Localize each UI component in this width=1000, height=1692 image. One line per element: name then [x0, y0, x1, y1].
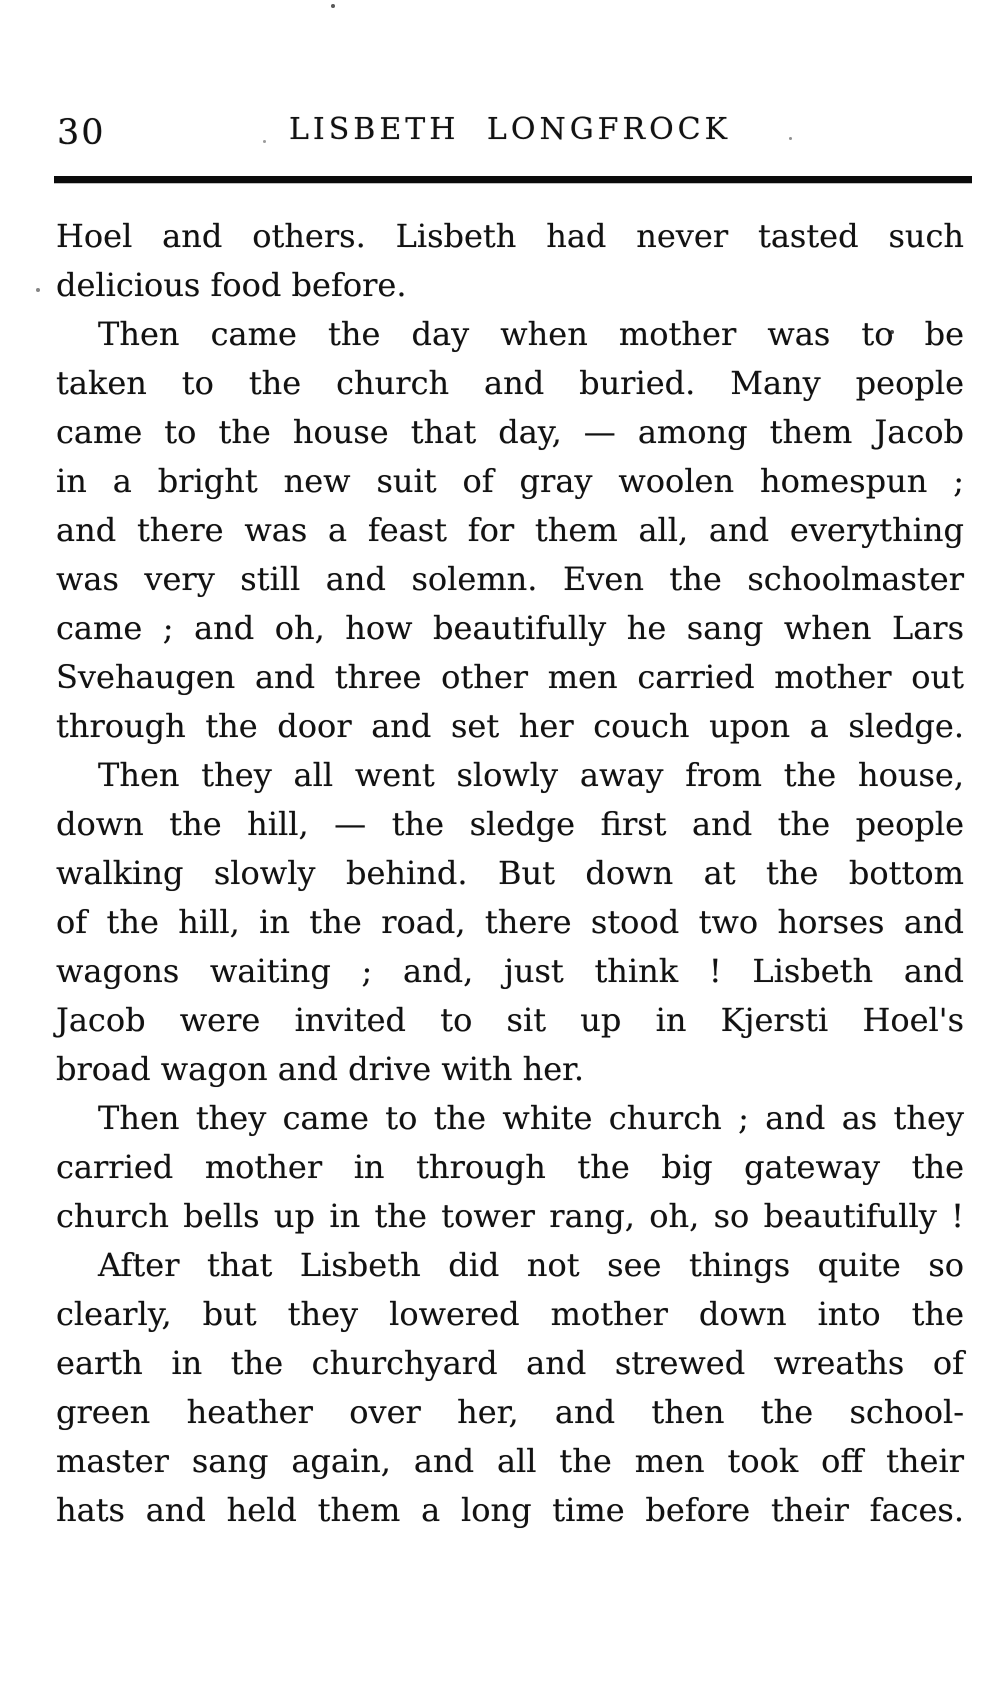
- paragraph: [56, 751, 964, 1094]
- text-line: church bells up in the tower rang, oh, so beautifully !: [56, 1197, 964, 1235]
- text-line: delicious food before.: [56, 266, 407, 304]
- text-line: hats and held them a long time before their faces.: [56, 1491, 964, 1529]
- text-line: of the hill, in the road, there stood two horses and: [56, 903, 964, 941]
- text-line: broad wagon and drive with her.: [56, 1050, 585, 1088]
- scan-speck: [331, 4, 335, 8]
- header-rule: [54, 176, 972, 183]
- text-line: through the door and set her couch upon a sledge.: [56, 707, 964, 745]
- text-line: Then they came to the white church ; and as they: [98, 1099, 964, 1137]
- text-line: walking slowly behind. But down at the bottom: [56, 854, 964, 892]
- text-line: green heather over her, and then the school-: [56, 1393, 964, 1431]
- paragraph: [56, 310, 964, 751]
- scan-speck: [263, 140, 266, 143]
- text-line: was very still and solemn. Even the schoolmaster: [56, 560, 964, 598]
- text-line: wagons waiting ; and, just think ! Lisbeth and: [56, 952, 964, 990]
- paragraph: [56, 1241, 964, 1535]
- scan-speck: [789, 137, 792, 140]
- text-line: taken to the church and buried. Many people: [56, 364, 964, 402]
- paragraph: [56, 1094, 964, 1241]
- text-line: carried mother in through the big gateway the: [56, 1148, 964, 1186]
- text-line: Svehaugen and three other men carried mother out: [56, 658, 964, 696]
- scan-speck: [36, 288, 40, 292]
- text-line: Then they all went slowly away from the house,: [98, 756, 964, 794]
- text-line: Jacob were invited to sit up in Kjersti Hoel's: [56, 1001, 964, 1039]
- text-line: came to the house that day, — among them Jacob: [56, 413, 964, 451]
- text-line: Hoel and others. Lisbeth had never tasted such: [56, 217, 964, 255]
- text-line: earth in the churchyard and strewed wreaths of: [56, 1344, 964, 1382]
- text-line: in a bright new suit of gray woolen homespun ;: [56, 462, 964, 500]
- page-text: [56, 212, 964, 1535]
- page-number: 30: [57, 113, 106, 153]
- text-line: After that Lisbeth did not see things quite so: [98, 1246, 964, 1284]
- paragraph: [56, 212, 964, 310]
- running-header-title: LISBETH LONGFROCK: [288, 112, 732, 147]
- text-line: came ; and oh, how beautifully he sang when Lars: [56, 609, 964, 647]
- text-line: down the hill, — the sledge first and the people: [56, 805, 964, 843]
- text-line: clearly, but they lowered mother down into the: [56, 1295, 964, 1333]
- text-line: and there was a feast for them all, and everything: [56, 511, 964, 549]
- text-line: Then came the day when mother was to be: [98, 315, 964, 353]
- text-line: master sang again, and all the men took off their: [56, 1442, 964, 1480]
